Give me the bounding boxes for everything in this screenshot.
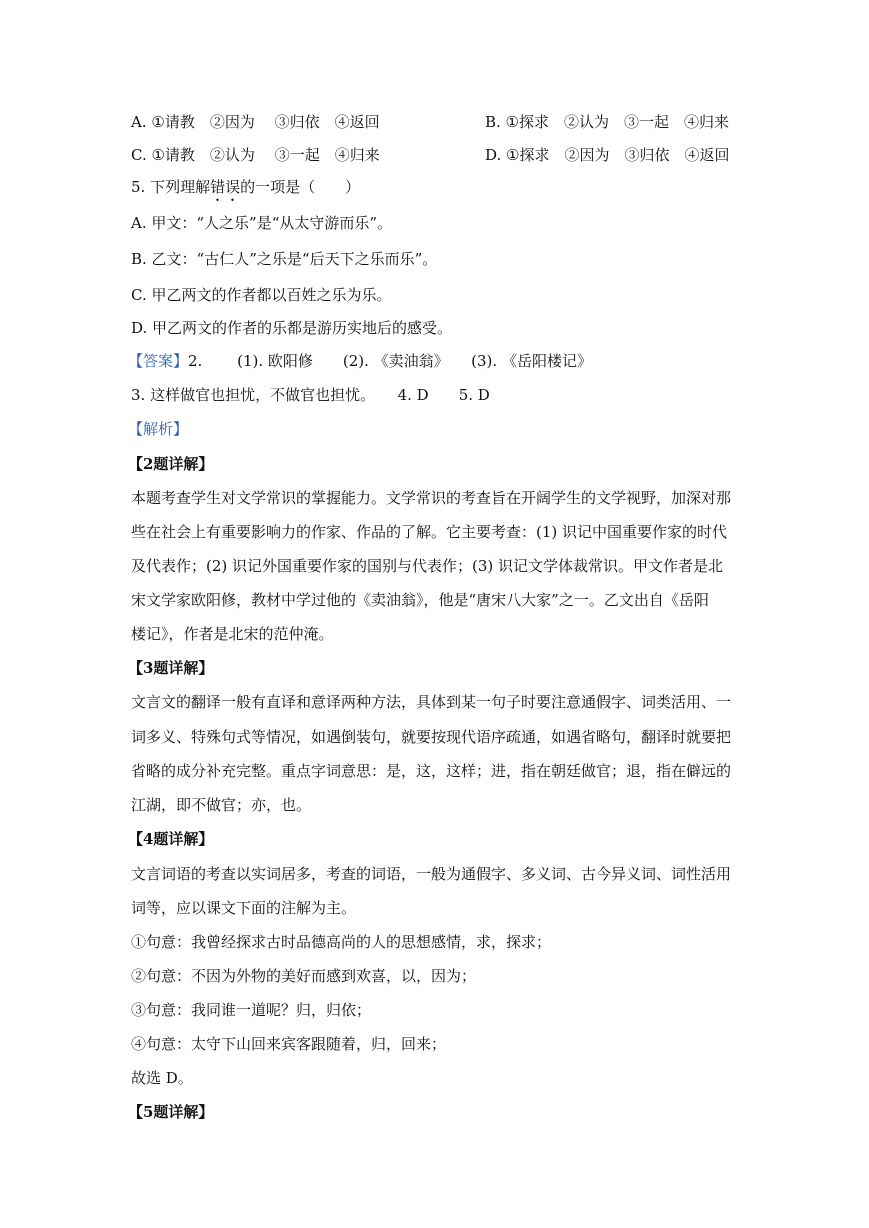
q3-detail-line: 江湖，即不做官；亦，也。 — [131, 796, 312, 814]
q2-detail-line: 楼记》，作者是北宋的范仲淹。 — [131, 625, 334, 643]
q4-detail-line: 文言词语的考查以实词居多，考查的词语，一般为通假字、多义词、古今异义词、词性活用 — [131, 865, 732, 883]
option-d-q4: D. ①探求 ②因为 ③归依 ④返回 — [485, 146, 730, 164]
question-5-option-a: A. 甲文：“人之乐”是“从太守游而乐”。 — [131, 214, 393, 232]
q4-detail-line: ④句意：太守下山回来宾客跟随着，归，回来； — [131, 1035, 447, 1053]
question-5-emphasis: 错误 — [210, 178, 241, 196]
q4-detail-title: 【4题详解】 — [128, 830, 214, 848]
question-5-prefix: 5. 下列理解 — [131, 178, 211, 196]
q4-detail-line: 词等，应以课文下面的注解为主。 — [131, 899, 357, 917]
q2-detail-line: 及代表作；(2) 识记外国重要作家的国别与代表作；(3) 识记文学体裁常识。甲文作者是北 — [131, 557, 724, 575]
answer-line-2: 3. 这样做官也担忧，不做官也担忧。 4. D 5. D — [131, 386, 490, 404]
option-c-q4: C. ①请教 ②认为 ③一起 ④归来 — [131, 146, 380, 164]
question-5-option-b: B. 乙文：“古仁人”之乐是“后天下之乐而乐”。 — [131, 250, 438, 268]
question-5-suffix: 的一项是（ ） — [240, 178, 361, 196]
q4-detail-line: ③句意：我同谁一道呢？归，归依； — [131, 1001, 372, 1019]
answer-line-1-text: 2. (1). 欧阳修 (2). 《卖油翁》 (3). 《岳阳楼记》 — [188, 352, 592, 370]
option-b-q4: B. ①探求 ②认为 ③一起 ④归来 — [485, 113, 730, 131]
q2-detail-line: 本题考查学生对文学常识的掌握能力。文学常识的考查旨在开阔学生的文学视野，加深对那 — [131, 489, 732, 507]
q4-detail-line: ②句意：不因为外物的美好而感到欢喜，以，因为； — [131, 967, 477, 985]
q2-detail-title: 【2题详解】 — [128, 455, 214, 473]
answer-line-1 — [128, 351, 592, 371]
q2-detail-line: 些在社会上有重要影响力的作家、作品的了解。它主要考查：(1) 识记中国重要作家的时代 — [131, 523, 728, 541]
q3-detail-line: 省略的成分补充完整。重点字词意思：是，这，这样；进，指在朝廷做官；退，指在僻远的 — [131, 762, 732, 780]
q4-detail-line: 故选 D。 — [131, 1069, 193, 1087]
q4-detail-line: ①句意：我曾经探求古时品德高尚的人的思想感情，求，探求； — [131, 933, 552, 951]
analysis-tag: 【解析】 — [128, 420, 189, 438]
q3-detail-title: 【3题详解】 — [128, 659, 214, 677]
q3-detail-line: 词多义、特殊句式等情况，如遇倒装句，就要按现代语序疏通，如遇省略句，翻译时就要把 — [131, 728, 732, 746]
q2-detail-line: 宋文学家欧阳修，教材中学过他的《卖油翁》，他是“唐宋八大家”之一。乙文出自《岳阳 — [131, 591, 709, 609]
question-5-option-d: D. 甲乙两文的作者的乐都是游历实地后的感受。 — [131, 319, 453, 337]
q5-detail-title: 【5题详解】 — [128, 1103, 214, 1121]
q3-detail-line: 文言文的翻译一般有直译和意译两种方法，具体到某一句子时要注意通假字、词类活用、一 — [131, 693, 732, 711]
answer-tag: 【答案】 — [128, 352, 189, 370]
question-5-stem — [131, 177, 360, 205]
option-a-q4: A. ①请教 ②因为 ③归依 ④返回 — [131, 113, 380, 131]
question-5-option-c: C. 甲乙两文的作者都以百姓之乐为乐。 — [131, 286, 392, 304]
